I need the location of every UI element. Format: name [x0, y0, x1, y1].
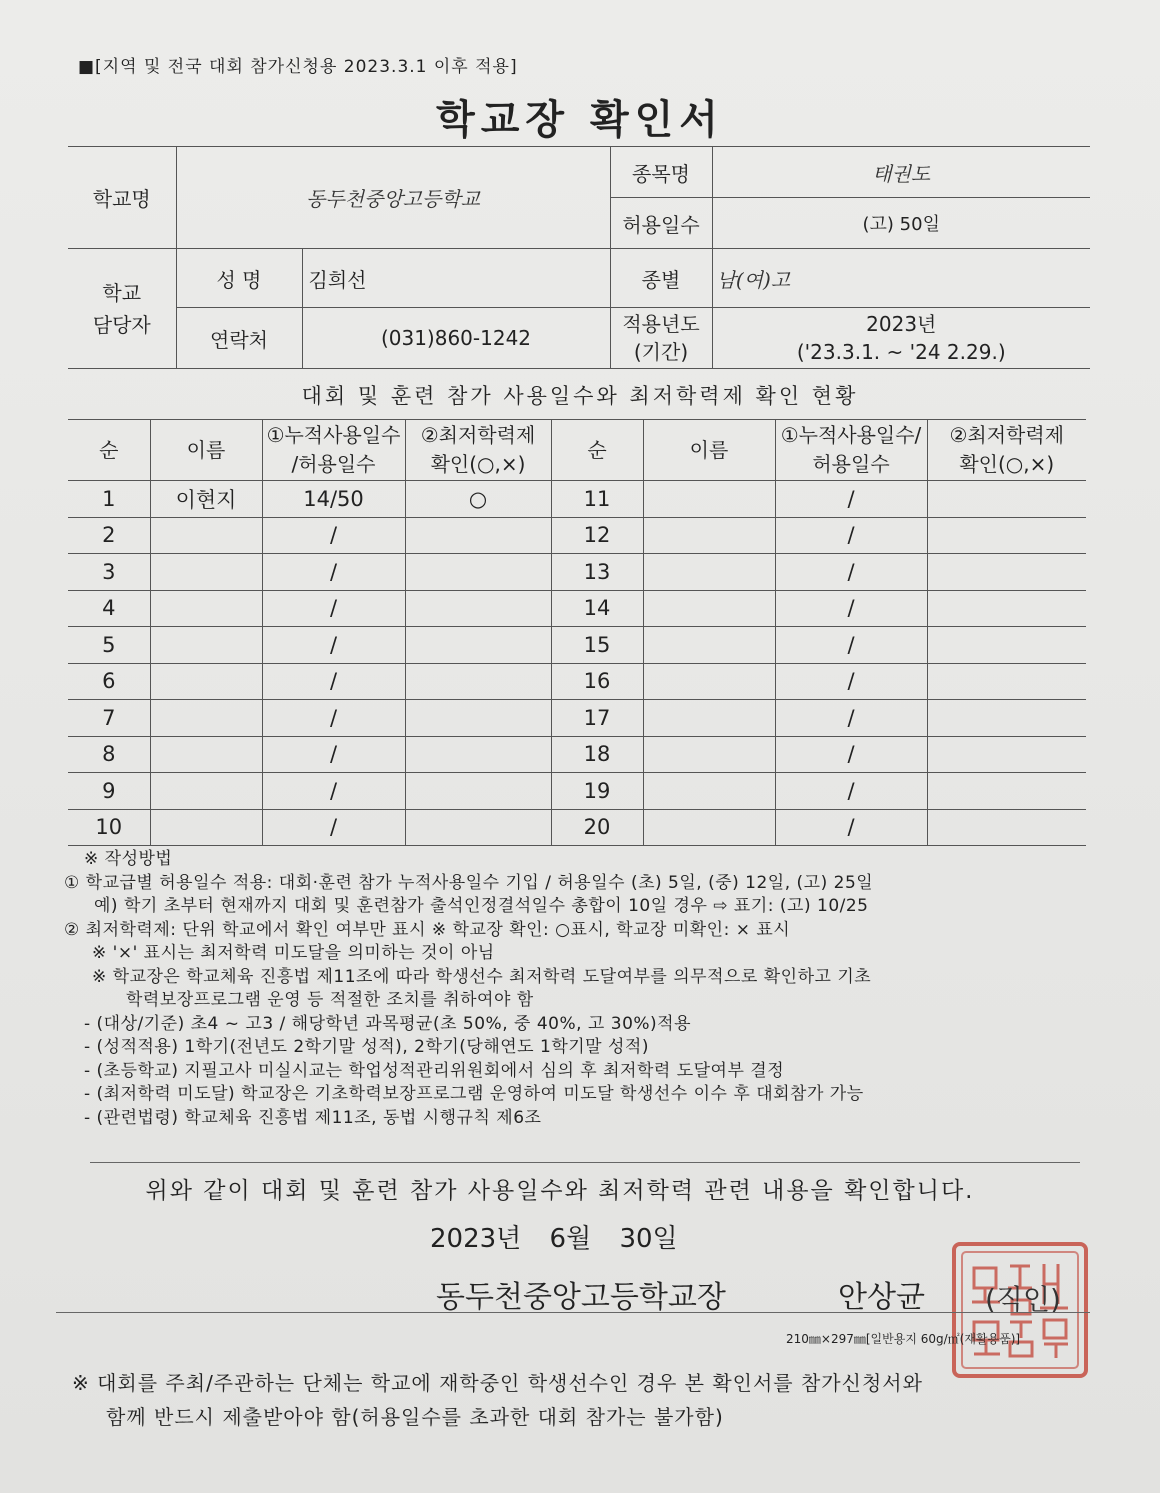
roster-check	[405, 663, 551, 700]
roster-days: /	[262, 809, 405, 846]
section-title: 대회 및 훈련 참가 사용일수와 최저학력제 확인 현황	[301, 384, 859, 408]
year-value: 2023년	[866, 312, 937, 336]
footer-line-2: 함께 반드시 제출받아야 함(허용일수를 초과한 대회 참가는 불가함)	[106, 1405, 724, 1429]
note-1: ① 학교급별 허용일수 적용: 대회·훈련 참가 누적사용일수 기입 / 허용일수 (초) 5일, (중) 12일, (고) 25일	[64, 872, 874, 893]
roster-days-2: /	[775, 809, 927, 846]
roster-name-2	[643, 809, 775, 846]
roster-check-2	[927, 517, 1086, 554]
roster-days: 14/50	[262, 481, 405, 518]
year-cell	[712, 308, 1090, 369]
roster-no-2: 11	[551, 481, 643, 518]
roster-check	[405, 736, 551, 773]
note-2-b-cont: 학력보장프로그램 운영 등 적절한 조치를 취하여야 함	[126, 990, 534, 1010]
detail-1: - (대상/기준) 초4 ~ 고3 / 해당학년 과목평균(초 50%, 중 40%, 고 30%)적용	[84, 1013, 692, 1034]
roster-days-2: /	[775, 590, 927, 627]
header-note: ■[지역 및 전국 대회 참가신청용 2023.3.1 이후 적용]	[78, 57, 518, 77]
paper-spec: 210㎜×297㎜[일반용지 60g/㎡(재활용품)]	[786, 1332, 1021, 1346]
divider-top	[90, 1162, 1080, 1163]
school-label: 학교명	[68, 147, 176, 249]
sign-date: 2023년 6월 30일	[430, 1224, 678, 1254]
signer-title: 동두천중앙고등학교장	[436, 1280, 726, 1315]
roster-no: 1	[68, 481, 150, 518]
info-table	[68, 146, 1090, 369]
roster-name	[150, 700, 262, 737]
roster-name-2	[643, 590, 775, 627]
roster-name	[150, 663, 262, 700]
roster-check	[405, 554, 551, 591]
roster-no-2: 17	[551, 700, 643, 737]
roster-days: /	[262, 590, 405, 627]
roster-check-2	[927, 809, 1086, 846]
principal-name: 안상균	[838, 1280, 925, 1315]
col-name: 이름	[150, 420, 262, 481]
roster-no-2: 18	[551, 736, 643, 773]
roster-no-2: 15	[551, 627, 643, 664]
col-check: ②최저학력제 확인(○,×)	[405, 420, 551, 481]
roster-days: /	[262, 773, 405, 810]
note-2: ② 최저학력제: 단위 학교에서 확인 여부만 표시 ※ 학교장 확인: ○표시, 학교장 미확인: × 표시	[64, 919, 791, 940]
phone-label: 연락처	[176, 308, 302, 369]
roster-table	[68, 419, 1086, 846]
roster-days: /	[262, 700, 405, 737]
col-check-2: ②최저학력제 확인(○,×)	[927, 420, 1086, 481]
table-row	[68, 590, 1086, 627]
roster-days: /	[262, 554, 405, 591]
gender-label: 종별	[610, 249, 712, 308]
table-row	[68, 517, 1086, 554]
roster-days-2: /	[775, 773, 927, 810]
roster-check	[405, 517, 551, 554]
roster-name	[150, 773, 262, 810]
detail-5: - (관련법령) 학교체육 진흥법 제11조, 동법 시행규칙 제6조	[84, 1107, 542, 1128]
roster-no: 5	[68, 627, 150, 664]
roster-check-2	[927, 627, 1086, 664]
roster-days: /	[262, 736, 405, 773]
footer-line-1: ※ 대회를 주최/주관하는 단체는 학교에 재학중인 학생선수인 경우 본 확인서를 참가신청서와	[72, 1371, 923, 1395]
roster-no-2: 12	[551, 517, 643, 554]
sport-value: 태권도	[712, 147, 1090, 198]
school-name: 동두천중앙고등학교	[176, 147, 610, 249]
roster-check	[405, 809, 551, 846]
roster-no-2: 16	[551, 663, 643, 700]
roster-check	[405, 773, 551, 810]
detail-4: - (최저학력 미도달) 학교장은 기초학력보장프로그램 운영하여 미도달 학생선수 이수 후 대회참가 가능	[84, 1084, 864, 1104]
roster-name-2	[643, 736, 775, 773]
note-2-a: ※ '×' 표시는 최저학력 미도달을 의미하는 것이 아님	[92, 943, 495, 963]
gender-value: 남(여)고	[712, 249, 1090, 308]
table-row	[68, 809, 1086, 846]
roster-check	[405, 590, 551, 627]
year-label: 적용년도 (기간)	[610, 308, 712, 369]
roster-no: 6	[68, 663, 150, 700]
roster-name-2	[643, 554, 775, 591]
roster-no: 3	[68, 554, 150, 591]
table-row	[68, 554, 1086, 591]
roster-days-2: /	[775, 554, 927, 591]
roster-name-2	[643, 663, 775, 700]
note-2-b: ※ 학교장은 학교체육 진흥법 제11조에 따라 학생선수 최저학력 도달여부를 의무적으로 확인하고 기초	[92, 966, 872, 987]
roster-no: 9	[68, 773, 150, 810]
roster-name: 이현지	[150, 481, 262, 518]
roster-name-2	[643, 700, 775, 737]
roster-name	[150, 736, 262, 773]
roster-no: 10	[68, 809, 150, 846]
period-value: ('23.3.1. ~ '24 2.29.)	[796, 340, 1006, 364]
roster-days-2: /	[775, 481, 927, 518]
roster-name	[150, 517, 262, 554]
table-row	[68, 481, 1086, 518]
roster-check: ○	[405, 481, 551, 518]
roster-check-2	[927, 700, 1086, 737]
roster-no-2: 14	[551, 590, 643, 627]
confirm-statement: 위와 같이 대회 및 훈련 참가 사용일수와 최저학력 관련 내용을 확인합니다.	[145, 1178, 975, 1204]
roster-days-2: /	[775, 736, 927, 773]
roster-no-2: 20	[551, 809, 643, 846]
roster-check-2	[927, 481, 1086, 518]
roster-no: 7	[68, 700, 150, 737]
col-no-2: 순	[551, 420, 643, 481]
writing-instructions	[64, 848, 1094, 1130]
col-days: ①누적사용일수 /허용일수	[262, 420, 405, 481]
seal-mark-label: (직인)	[985, 1283, 1061, 1316]
roster-days-2: /	[775, 627, 927, 664]
roster-days: /	[262, 517, 405, 554]
notes-heading: ※ 작성방법	[84, 849, 173, 869]
table-row	[68, 627, 1086, 664]
roster-days-2: /	[775, 700, 927, 737]
roster-body	[68, 481, 1086, 846]
col-no: 순	[68, 420, 150, 481]
sport-label: 종목명	[610, 147, 712, 198]
allowed-days-value: (고) 50일	[712, 198, 1090, 249]
contact-label: 학교 담당자	[68, 249, 176, 369]
roster-days-2: /	[775, 663, 927, 700]
roster-name	[150, 590, 262, 627]
roster-check-2	[927, 590, 1086, 627]
note-1-example: 예) 학기 초부터 현재까지 대회 및 훈련참가 출석인정결석일수 총합이 10일 경우 ⇨ 표기: (고) 10/25	[94, 896, 869, 916]
table-row	[68, 663, 1086, 700]
col-name-2: 이름	[643, 420, 775, 481]
table-row	[68, 773, 1086, 810]
roster-no: 8	[68, 736, 150, 773]
roster-name-2	[643, 517, 775, 554]
divider-bottom	[56, 1312, 1090, 1313]
roster-name-2	[643, 627, 775, 664]
detail-2: - (성적적용) 1학기(전년도 2학기말 성적), 2학기(당해연도 1학기말 성적)	[84, 1037, 649, 1057]
table-row	[68, 700, 1086, 737]
roster-check-2	[927, 773, 1086, 810]
table-row	[68, 736, 1086, 773]
roster-no-2: 19	[551, 773, 643, 810]
allowed-days-label: 허용일수	[610, 198, 712, 249]
roster-no: 4	[68, 590, 150, 627]
roster-check-2	[927, 736, 1086, 773]
name-label: 성 명	[176, 249, 302, 308]
name-value: 김희선	[302, 249, 610, 308]
roster-check	[405, 700, 551, 737]
roster-no: 2	[68, 517, 150, 554]
roster-days-2: /	[775, 517, 927, 554]
roster-days: /	[262, 627, 405, 664]
roster-no-2: 13	[551, 554, 643, 591]
col-days-2: ①누적사용일수/ 허용일수	[775, 420, 927, 481]
phone-value: (031)860-1242	[302, 308, 610, 369]
roster-check-2	[927, 554, 1086, 591]
document-title: 학교장 확인서	[436, 97, 724, 143]
roster-name-2	[643, 773, 775, 810]
footer-note	[72, 1366, 923, 1434]
roster-name	[150, 627, 262, 664]
roster-days: /	[262, 663, 405, 700]
detail-3: - (초등학교) 지필고사 미실시교는 학업성적관리위원회에서 심의 후 최저학력 도달여부 결정	[84, 1060, 785, 1081]
roster-name	[150, 554, 262, 591]
roster-check	[405, 627, 551, 664]
roster-name	[150, 809, 262, 846]
roster-name-2	[643, 481, 775, 518]
roster-check-2	[927, 663, 1086, 700]
